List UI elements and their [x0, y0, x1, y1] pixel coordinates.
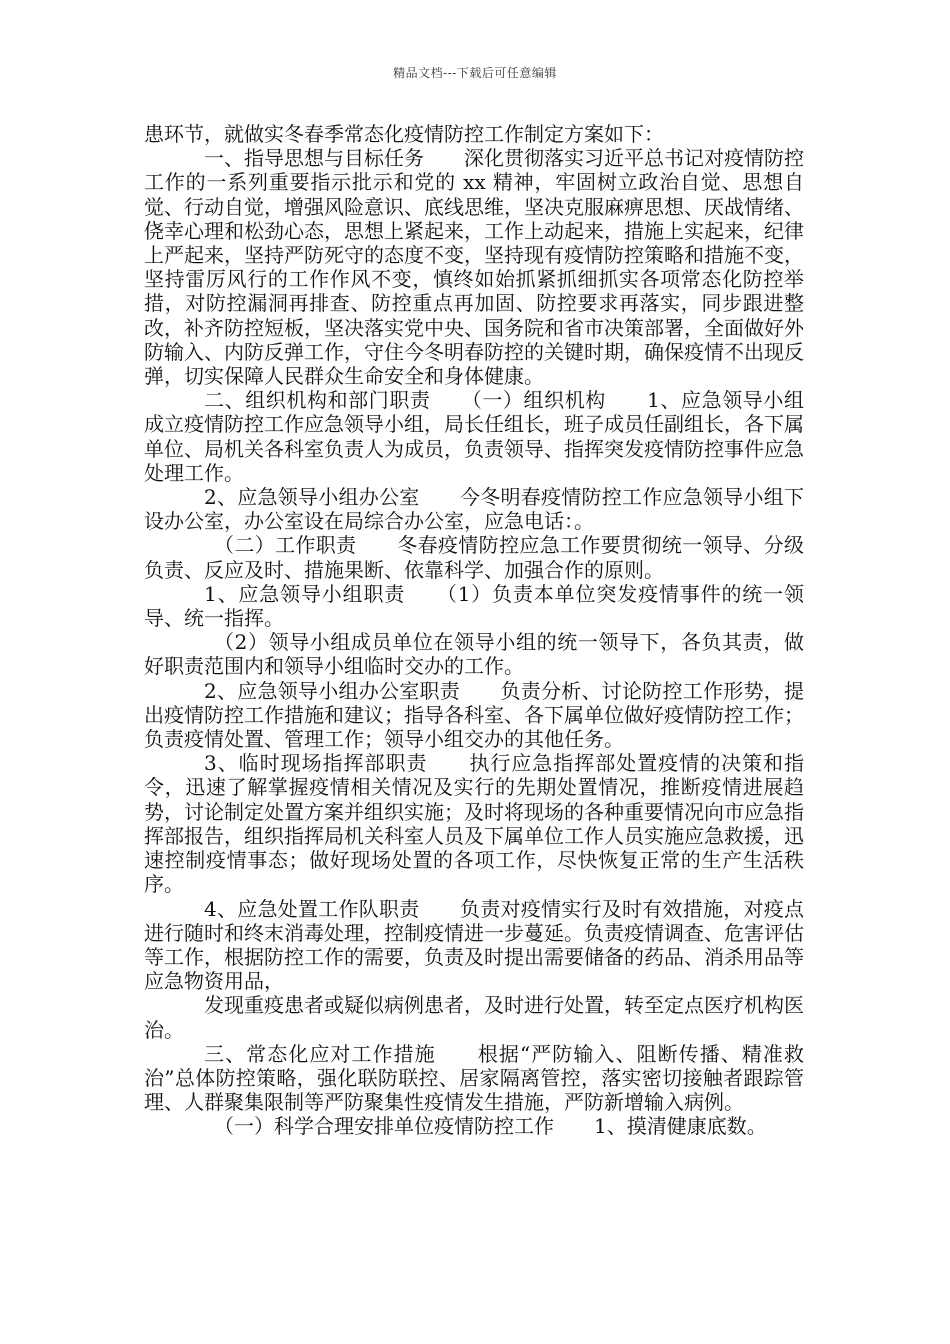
paragraph-office-duty: 2、应急领导小组办公室职责 负责分析、讨论防控工作形势，提出疫情防控工作措施和建议；指导各科室、各下属单位做好疫情防控工作；负责疫情处置、管理工作；领导小组交办的其他任务。 [144, 678, 804, 752]
page-header: 精品文档---下载后可任意编辑 [393, 66, 557, 80]
paragraph-leader-group-duty-1: 1、应急领导小组职责 （1）负责本单位突发疫情事件的统一领导、统一指挥。 [144, 581, 804, 631]
paragraph-leader-group-duty-2: （2）领导小组成员单位在领导小组的统一领导下，各负其责，做好职责范围内和领导小组临时交办的工作。 [144, 630, 804, 679]
document-body [144, 122, 844, 1139]
paragraph-guiding-ideology: 一、指导思想与目标任务 深化贯彻落实习近平总书记对疫情防控工作的一系列重要指示批示和党的 xx 精神，牢固树立政治自觉、思想自觉、行动自觉，增强风险意识、底线思维，坚决克服麻痹思想、厌战情绪、侥幸心理和松劲心态，思想上紧起来，工作上动起来，措施上实起来，纪律上严起来，坚持严防死守的态度不变，坚持现有疫情防控策略和措施不变，坚持雷厉风行的工作作风不变，慎终如始抓紧抓细抓实各项常态化防控举措，对防控漏洞再排查、防控重点再加固、防控要求再落实，同步跟进整改，补齐防控短板，坚决落实党中央、国务院和省市决策部署，全面做好外防输入、内防反弹工作，守住今冬明春防控的关键时期，确保疫情不出现反弹，切实保障人民群众生命安全和身体健康。 [144, 146, 804, 389]
paragraph-duties: （二）工作职责 冬春疫情防控应急工作要贯彻统一领导、分级负责、反应及时、措施果断、依靠科学、加强合作的原则。 [144, 533, 804, 582]
paragraph-response-team-duty: 4、应急处置工作队职责 负责对疫情实行及时有效措施，对疫点进行随时和终末消毒处理，控制疫情进一步蔓延。负责疫情调查、危害评估等工作，根据防控工作的需要，负责及时提出需要储备的药品、消杀用品等应急物资用品， [144, 896, 804, 994]
paragraph-intro: 患环节，就做实冬春季常态化疫情防控工作制定方案如下： [144, 122, 664, 146]
paragraph-patient-handling: 发现重疫患者或疑似病例患者，及时进行处置，转至定点医疗机构医治。 [144, 993, 804, 1042]
paragraph-organization: 二、组织机构和部门职责 （一）组织机构 1、应急领导小组 成立疫情防控工作应急领导小组，局长任组长，班子成员任副组长，各下属单位、局机关各科室负责人为成员，负责领导、指挥突发疫情防控事件应急处理工作。 [144, 388, 844, 485]
paragraph-normalized-measures: 三、常态化应对工作措施 根据“严防输入、阻断传播、精准救治”总体防控策略，强化联防联控、居家隔离管控，落实密切接触者跟踪管理、人群聚集限制等严防聚集性疫情发生措施，严防新增输入病例。 [144, 1041, 804, 1115]
paragraph-arrangement: （一）科学合理安排单位疫情防控工作 1、摸清健康底数。 [214, 1114, 767, 1139]
paragraph-office: 2、应急领导小组办公室 今冬明春疫情防控工作应急领导小组下设办公室，办公室设在局综合办公室，应急电话：。 [144, 485, 804, 534]
paragraph-field-command-duty: 3、临时现场指挥部职责 执行应急指挥部处置疫情的决策和指令，迅速了解掌握疫情相关情况及实行的先期处置情况，推断疫情进展趋势，讨论制定处置方案并组织实施；及时将现场的各种重要情况向市应急指挥部报告，组织指挥局机关科室人员及下属单位工作人员实施应急救援，迅速控制疫情事态；做好现场处置的各项工作，尽快恢复正常的生产生活秩序。 [144, 751, 804, 897]
